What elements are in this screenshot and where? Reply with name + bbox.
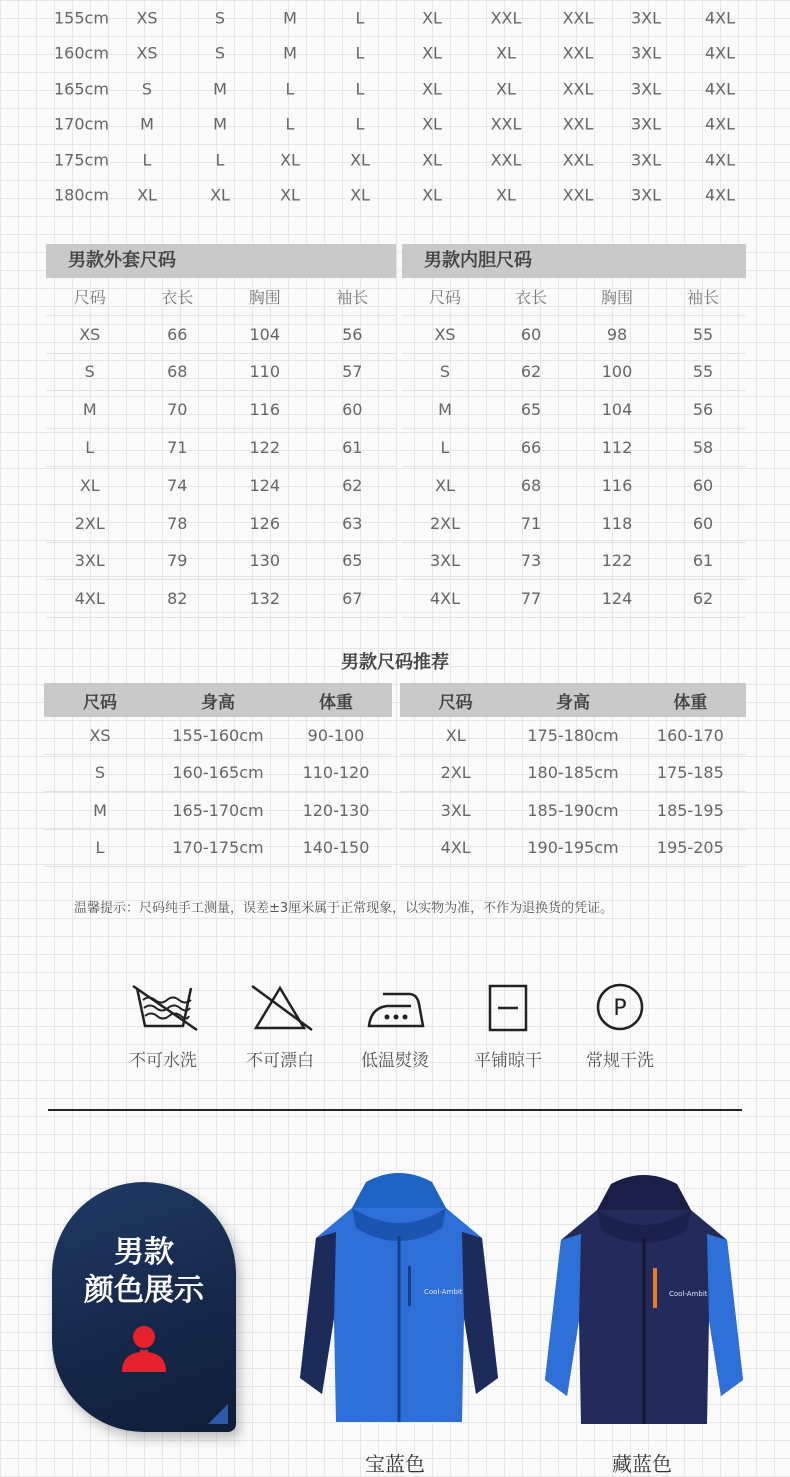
size-cell: XL [280, 150, 300, 170]
table-cell: L [95, 838, 105, 858]
table-row [402, 429, 746, 467]
care-label: 低温熨烫 [361, 1051, 429, 1071]
column-header: 袖长 [686, 287, 719, 307]
table-cell: 110 [249, 362, 281, 382]
svg-text:P: P [613, 996, 627, 1021]
table-row [400, 717, 746, 755]
table-cell: 155-160cm [172, 725, 264, 745]
height-size-chart [46, 0, 744, 213]
size-cell: XXL [490, 8, 522, 28]
table-cell: 82 [167, 589, 188, 609]
column-header: 衣长 [161, 287, 194, 307]
recommendation-header [44, 683, 392, 717]
table-cell: 104 [601, 400, 633, 420]
column-header: 衣长 [514, 287, 547, 307]
table-cell: 65 [520, 400, 542, 420]
table-row [402, 316, 746, 354]
table-cell: 90-100 [307, 725, 365, 745]
column-header: 尺码 [428, 287, 461, 307]
table-row [46, 354, 396, 392]
table-cell: L [85, 438, 95, 458]
person-icon [118, 1322, 170, 1374]
table-cell: 100 [601, 362, 633, 382]
size-cell: 3XL [630, 185, 662, 205]
table-cell: 180-185cm [527, 763, 619, 783]
care-label: 不可漂白 [246, 1051, 314, 1071]
table-row [46, 580, 396, 618]
table-cell: 60 [520, 324, 542, 344]
table-cell: 55 [692, 324, 714, 344]
care-label: 不可水洗 [129, 1051, 197, 1071]
column-header: 体重 [673, 692, 708, 713]
table-cell: 61 [692, 551, 714, 571]
size-cell: 3XL [630, 43, 662, 63]
inner-table-column-headers [402, 278, 746, 316]
care-label: 平铺晾干 [474, 1051, 542, 1071]
table-cell: 185-190cm [527, 800, 619, 820]
size-cell: XS [136, 43, 158, 63]
table-row [46, 391, 396, 429]
size-cell: L [285, 114, 295, 134]
table-row [46, 467, 396, 505]
table-cell: 4XL [429, 589, 461, 609]
table-cell: 77 [520, 589, 542, 609]
table-cell: 98 [606, 324, 628, 344]
table-row [44, 717, 392, 755]
size-cell: 3XL [630, 8, 662, 28]
care-no-bleach [230, 982, 330, 1071]
table-cell: 55 [692, 362, 714, 382]
column-header: 体重 [319, 692, 353, 713]
size-cell: 3XL [630, 79, 662, 99]
no-wash-icon [127, 982, 199, 1034]
table-cell: 175-185 [656, 763, 724, 783]
table-cell: XS [89, 725, 111, 745]
table-cell: 2XL [429, 513, 461, 533]
size-cell: L [142, 150, 152, 170]
table-cell: 62 [692, 589, 714, 609]
table-cell: 74 [167, 475, 188, 495]
size-cell: XL [422, 114, 442, 134]
outer-table-column-headers [46, 278, 396, 316]
table-cell: 104 [249, 324, 281, 344]
size-cell: S [214, 8, 226, 28]
height-cell: 175cm [54, 150, 109, 170]
care-label: 常规干洗 [586, 1051, 654, 1071]
column-header: 尺码 [83, 692, 117, 713]
table-row [400, 792, 746, 830]
jacket-navy-blue-image [541, 1170, 747, 1432]
table-cell: 170-175cm [172, 838, 264, 858]
jacket-color-label: 藏蓝色 [612, 1452, 672, 1476]
table-cell: XS [79, 324, 101, 344]
height-size-row [46, 71, 744, 107]
table-row [402, 467, 746, 505]
size-cell: XXL [562, 43, 594, 63]
svg-text:Cool-Ambit: Cool-Ambit [424, 1288, 463, 1296]
size-cell: XL [422, 150, 442, 170]
badge-title-line2: 颜色展示 [84, 1273, 204, 1308]
inner-table-title: 男款内胆尺码 [402, 244, 746, 278]
size-cell: M [213, 79, 227, 99]
table-cell: 140-150 [302, 838, 370, 858]
table-cell: 61 [342, 438, 363, 458]
table-row [402, 580, 746, 618]
size-cell: L [355, 43, 365, 63]
table-cell: 78 [167, 513, 188, 533]
table-cell: 3XL [74, 551, 105, 571]
table-cell: 57 [342, 362, 363, 382]
size-cell: XL [422, 79, 442, 99]
size-cell: 4XL [704, 8, 736, 28]
table-cell: M [438, 400, 452, 420]
size-cell: L [355, 79, 365, 99]
column-header: 胸围 [248, 287, 281, 307]
size-cell: M [213, 114, 227, 134]
dry-clean-p-icon [584, 982, 656, 1034]
size-cell: L [285, 79, 295, 99]
table-cell: 175-180cm [527, 725, 619, 745]
iron-low-icon [359, 982, 431, 1034]
size-cell: 4XL [704, 185, 736, 205]
table-cell: 122 [249, 438, 281, 458]
table-cell: 60 [692, 513, 714, 533]
table-cell: 116 [601, 475, 633, 495]
table-cell: 73 [520, 551, 542, 571]
table-cell: 116 [249, 400, 281, 420]
table-row [44, 830, 392, 868]
table-row [400, 830, 746, 868]
size-cell: XL [280, 185, 300, 205]
height-size-row [46, 107, 744, 143]
table-cell: 2XL [74, 513, 105, 533]
svg-text:Cool-Ambit: Cool-Ambit [669, 1290, 708, 1298]
size-cell: XL [350, 185, 370, 205]
jacket-royal-blue-image [296, 1168, 502, 1430]
size-cell: XXL [562, 185, 594, 205]
table-cell: 3XL [429, 551, 461, 571]
size-cell: M [283, 43, 297, 63]
size-cell: XXL [490, 150, 522, 170]
column-header: 胸围 [600, 287, 633, 307]
table-cell: 68 [520, 475, 542, 495]
column-header: 袖长 [336, 287, 369, 307]
height-cell: 155cm [54, 8, 109, 28]
table-cell: 66 [520, 438, 542, 458]
column-header: 身高 [201, 692, 235, 713]
table-cell: 110-120 [302, 763, 370, 783]
men-color-display-badge [52, 1182, 236, 1432]
table-cell: S [439, 362, 451, 382]
table-cell: XL [435, 475, 455, 495]
table-cell: 71 [520, 513, 542, 533]
table-cell: 124 [601, 589, 633, 609]
table-cell: 118 [601, 513, 633, 533]
height-size-row [46, 36, 744, 72]
column-header: 尺码 [73, 287, 106, 307]
size-cell: L [215, 150, 225, 170]
size-cell: XXL [562, 114, 594, 134]
table-cell: 68 [167, 362, 188, 382]
size-cell: XL [350, 150, 370, 170]
care-no-wash [113, 982, 213, 1071]
size-cell: XXL [562, 79, 594, 99]
size-cell: M [283, 8, 297, 28]
size-cell: L [355, 8, 365, 28]
measurement-note: 温馨提示：尺码纯手工测量，误差±3厘米属于正常现象，以实物为准，不作为退换货的凭证。 [74, 901, 614, 916]
table-cell: 62 [520, 362, 542, 382]
table-cell: 67 [342, 589, 363, 609]
table-cell: 70 [167, 400, 188, 420]
size-cell: XL [210, 185, 230, 205]
size-cell: 3XL [630, 114, 662, 134]
table-cell: 58 [692, 438, 714, 458]
table-cell: 56 [692, 400, 714, 420]
table-cell: 4XL [74, 589, 105, 609]
size-cell: 4XL [704, 114, 736, 134]
table-row [402, 391, 746, 429]
table-cell: M [93, 800, 107, 820]
table-row [402, 505, 746, 543]
height-size-row [46, 0, 744, 36]
table-row [46, 543, 396, 581]
table-cell: 65 [342, 551, 363, 571]
table-row [44, 792, 392, 830]
table-cell: 132 [249, 589, 281, 609]
table-cell: M [82, 400, 97, 420]
dry-flat-icon [472, 982, 544, 1034]
size-cell: XL [422, 43, 442, 63]
size-cell: XL [422, 8, 442, 28]
size-cell: 4XL [704, 79, 736, 99]
inner-liner-size-table [402, 244, 746, 618]
care-dry-clean [570, 982, 670, 1071]
table-cell: 124 [249, 475, 281, 495]
recommendation-table-right [400, 683, 746, 867]
table-cell: S [94, 763, 106, 783]
table-cell: 60 [342, 400, 363, 420]
table-cell: XL [445, 725, 466, 745]
table-cell: 63 [342, 513, 363, 533]
table-row [402, 354, 746, 392]
table-cell: XL [79, 475, 100, 495]
table-cell: 122 [601, 551, 633, 571]
care-iron-low [345, 982, 445, 1071]
size-cell: XS [136, 8, 158, 28]
table-cell: 56 [342, 324, 363, 344]
table-row [46, 505, 396, 543]
size-cell: XXL [562, 150, 594, 170]
size-cell: 4XL [704, 150, 736, 170]
no-bleach-icon [244, 982, 316, 1034]
table-cell: 66 [167, 324, 188, 344]
table-cell: 2XL [440, 763, 471, 783]
table-cell: 112 [601, 438, 633, 458]
height-cell: 160cm [54, 43, 109, 63]
jacket-color-label: 宝蓝色 [365, 1452, 425, 1476]
table-cell: 4XL [440, 838, 471, 858]
table-cell: XS [434, 324, 456, 344]
table-cell: 195-205 [656, 838, 724, 858]
size-cell: S [141, 79, 153, 99]
size-cell: XL [422, 185, 442, 205]
table-row [46, 429, 396, 467]
outer-jacket-size-table [46, 244, 396, 618]
size-recommendation-title: 男款尺码推荐 [341, 652, 449, 673]
size-cell: L [355, 114, 365, 134]
table-cell: 185-195 [656, 800, 724, 820]
size-cell: M [140, 114, 154, 134]
table-cell: 3XL [440, 800, 471, 820]
size-cell: S [214, 43, 226, 63]
size-cell: 4XL [704, 43, 736, 63]
table-cell: 71 [167, 438, 188, 458]
size-cell: XL [496, 79, 516, 99]
size-cell: XXL [490, 114, 522, 134]
table-cell: 60 [692, 475, 714, 495]
corner-triangle-icon [208, 1404, 228, 1424]
table-cell: 160-170 [656, 725, 724, 745]
size-cell: XL [137, 185, 157, 205]
table-cell: 160-165cm [172, 763, 264, 783]
outer-table-title: 男款外套尺码 [46, 244, 396, 278]
table-row [402, 543, 746, 581]
care-dry-flat [458, 982, 558, 1071]
table-row [400, 755, 746, 793]
column-header: 身高 [556, 692, 590, 713]
height-size-row [46, 178, 744, 214]
height-cell: 170cm [54, 114, 109, 134]
table-cell: 126 [249, 513, 281, 533]
height-cell: 180cm [54, 185, 109, 205]
size-cell: 3XL [630, 150, 662, 170]
recommendation-table-left [44, 683, 392, 867]
size-cell: XL [496, 43, 516, 63]
height-cell: 165cm [54, 79, 109, 99]
badge-title-line1: 男款 [114, 1235, 174, 1270]
size-cell: XL [496, 185, 516, 205]
table-cell: 79 [167, 551, 188, 571]
section-divider [48, 1109, 742, 1111]
table-cell: 130 [249, 551, 281, 571]
height-size-row [46, 142, 744, 178]
recommendation-header [400, 683, 746, 717]
column-header: 尺码 [438, 692, 473, 713]
table-cell: 165-170cm [172, 800, 264, 820]
table-row [44, 755, 392, 793]
table-cell: S [84, 362, 95, 382]
table-cell: 62 [342, 475, 363, 495]
size-cell: XXL [562, 8, 594, 28]
table-cell: L [440, 438, 450, 458]
table-row [46, 316, 396, 354]
table-cell: 120-130 [302, 800, 370, 820]
table-cell: 190-195cm [527, 838, 619, 858]
